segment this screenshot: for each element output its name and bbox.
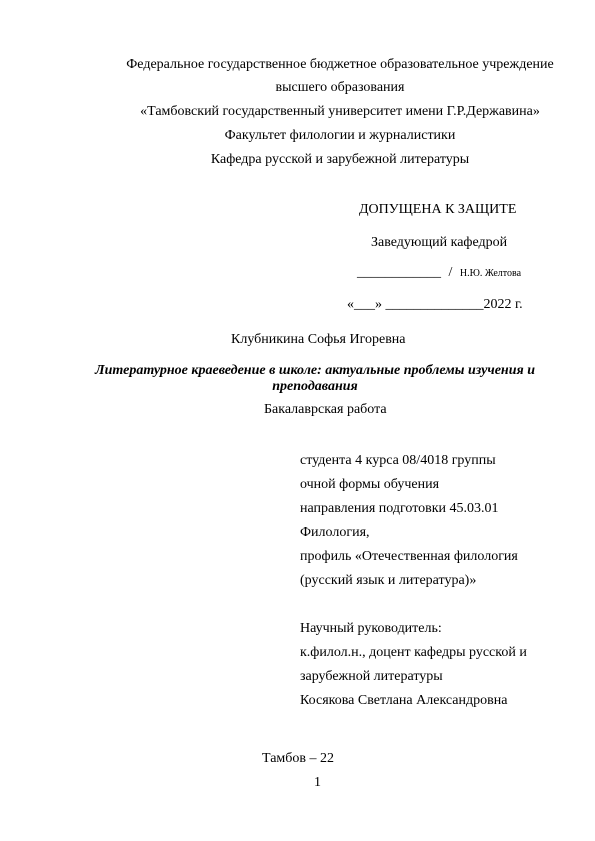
head-of-department-name: Н.Ю. Желтова [459, 268, 522, 279]
supervisor-line: Косякова Светлана Александровна [300, 693, 508, 708]
student-info-line: направления подготовки 45.03.01 [300, 501, 499, 516]
approval-role: Заведующий кафедрой [371, 235, 508, 250]
student-info-line: студента 4 курса 08/4018 группы [300, 453, 496, 468]
signature-separator: / [448, 265, 453, 280]
institution-line-2: высшего образования [275, 80, 405, 95]
signature-blank: ____________ [357, 265, 441, 280]
thesis-title: Литературное краеведение в школе: актуальные проблемы изучения и преподавания [95, 363, 535, 394]
student-info-line: очной формы обучения [300, 477, 440, 492]
approval-date-line: «___» ______________2022 г. [347, 297, 523, 312]
institution-line-1: Федеральное государственное бюджетное образовательное учреждение [126, 57, 554, 72]
approval-heading: ДОПУЩЕНА К ЗАЩИТЕ [359, 202, 517, 217]
thesis-type: Бакалаврская работа [264, 402, 387, 417]
faculty-name: Факультет филологии и журналистики [224, 128, 456, 143]
supervisor-line: к.филол.н., доцент кафедры русской и [300, 645, 527, 660]
student-info-line: профиль «Отечественная филология [300, 549, 518, 564]
student-info-line: Филология, [300, 525, 370, 540]
supervisor-line: зарубежной литературы [300, 669, 443, 684]
author-name: Клубникина Софья Игоревна [231, 332, 406, 347]
university-name: «Тамбовский государственный университет имени Г.Р.Державина» [140, 104, 540, 119]
supervisor-line: Научный руководитель: [300, 621, 442, 636]
signature-line [357, 264, 521, 282]
department-name: Кафедра русской и зарубежной литературы [210, 152, 470, 167]
city-year: Тамбов – 22 [262, 751, 335, 766]
student-info-line: (русский язык и литература)» [300, 573, 477, 588]
page-number: 1 [314, 775, 321, 790]
